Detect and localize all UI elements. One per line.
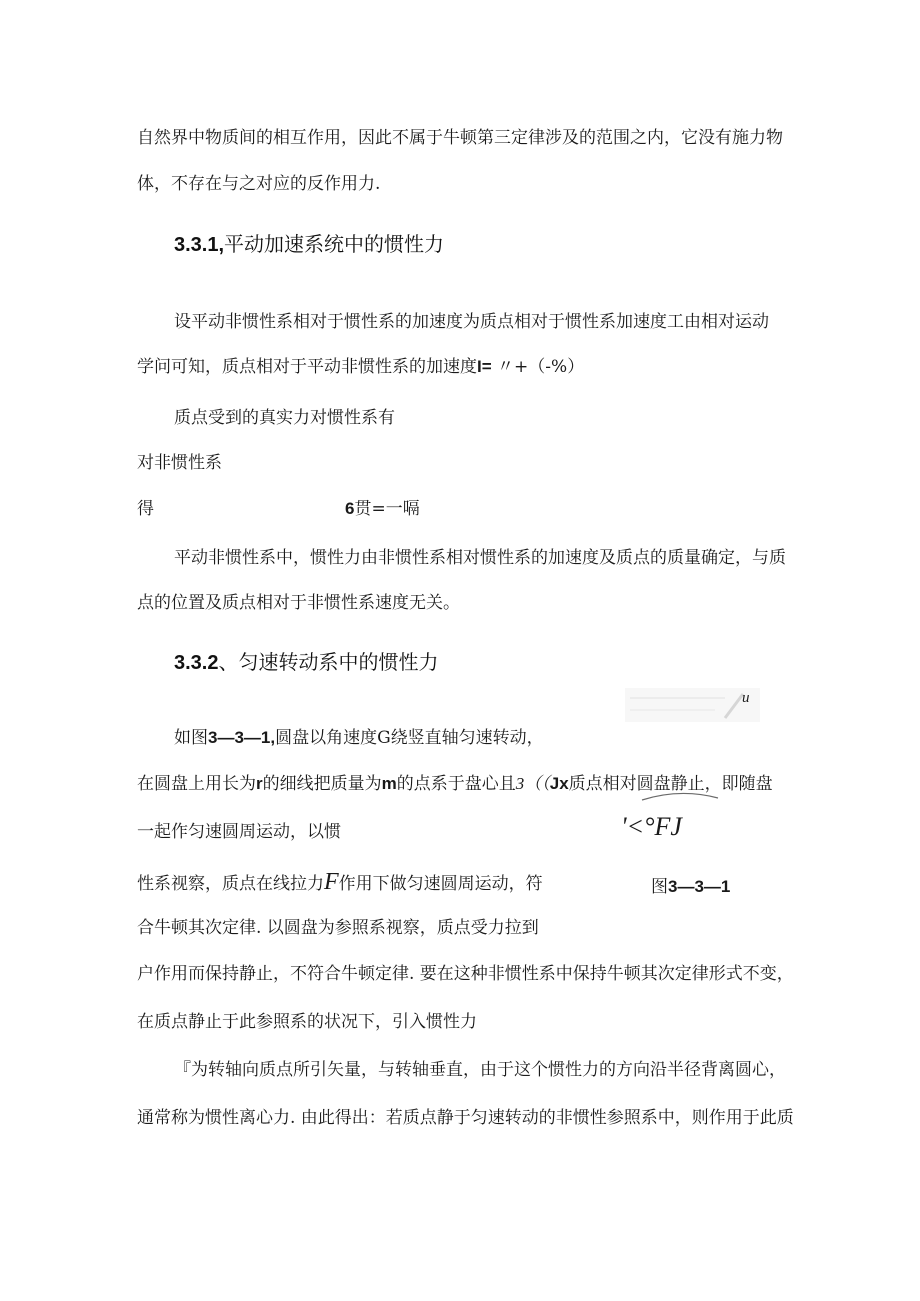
figure-curve-fragment (640, 784, 720, 804)
result-formula-rest: 贯=一嗝 (354, 499, 420, 519)
var-r: r (256, 774, 263, 793)
garbled-formula: 3（（ (515, 774, 550, 793)
para2-line2 (137, 355, 584, 379)
figure-label: '<°FJ (621, 812, 682, 841)
heading-number: 3.3.2 (174, 652, 219, 674)
para5-line1: 『为转轴向质点所引矢量，与转轴垂直，由于这个惯性力的方向沿半径背离圆心， (174, 1060, 786, 1080)
text-run: 的细线把质量为 (262, 774, 382, 794)
caption-prefix: 图 (651, 877, 668, 897)
result-label: 得 (137, 499, 154, 519)
para4-line6: 户作用而保持静止，不符合牛顿定律. 要在这种非惯性系中保持牛顿其次定律形式不变， (137, 964, 794, 984)
result-formula (345, 497, 420, 521)
para4-line3: 一起作匀速圆周运动，以惯 (137, 822, 341, 842)
text-run: 的点系于盘心且 (396, 774, 516, 794)
figure-faint-area (625, 688, 760, 722)
para1-line1: 自然界中物质间的相互作用，因此不属于牛顿第三定律涉及的范围之内，它没有施力物 (137, 128, 783, 148)
section-heading-3-3-2 (174, 648, 438, 677)
heading-title: 、匀速转动系中的惯性力 (218, 650, 439, 674)
noninertial-line: 对非惯性系 (137, 453, 222, 473)
para4-line5: 合牛顿其次定律. 以圆盘为参照系视察，质点受力拉到 (137, 918, 539, 938)
heading-title: 平动加速系统中的惯性力 (224, 232, 445, 256)
text-run: 作用下做匀速圆周运动，符 (338, 874, 543, 894)
text-run: 如图 (174, 728, 208, 748)
para2-line1: 设平动非惯性系相对于惯性系的加速度为质点相对于惯性系加速度工由相对运动 (174, 312, 769, 332)
figure-caption (651, 872, 730, 897)
para4-line7: 在质点静止于此参照系的状况下，引入惯性力 (137, 1012, 477, 1032)
var-m: m (381, 774, 397, 793)
formula-tail: 〃+（-%） (491, 357, 585, 377)
caption-number: 3—3—1 (668, 877, 731, 896)
section-heading-3-3-1 (174, 230, 444, 259)
result-formula-bold: 6 (345, 499, 355, 518)
formula-symbol: I= (477, 357, 492, 376)
para3-line2: 点的位置及质点相对于非惯性系速度无关。 (137, 593, 460, 613)
garbled-bold: Jx (549, 774, 569, 793)
text-run: 圆盘以角速度G绕竖直轴匀速转动， (275, 728, 544, 748)
para1-line2: 体，不存在与之对应的反作用力. (137, 174, 381, 194)
text-run: 质点相对圆盘静止，即随盘 (568, 774, 773, 794)
heading-number: 3.3.1, (174, 234, 225, 256)
para3-line1: 平动非惯性系中，惯性力由非惯性系相对惯性系的加速度及质点的质量确定，与质 (174, 548, 786, 568)
figure-ref: 3—3—1, (208, 728, 276, 747)
text-run: 在圆盘上用长为 (137, 774, 256, 794)
para4-line1 (174, 726, 544, 750)
true-force-line: 质点受到的真实力对惯性系有 (174, 408, 395, 428)
text-run: 性系视察，质点在线拉力 (137, 874, 324, 894)
figure-mark: и (742, 690, 750, 706)
var-F: F (324, 869, 339, 895)
para4-line4 (137, 870, 543, 896)
para5-line2: 通常称为惯性离心力. 由此得出：若质点静于匀速转动的非惯性参照系中，则作用于此质 (137, 1108, 794, 1128)
para2-line2-text: 学问可知，质点相对于平动非惯性系的加速度 (137, 357, 477, 377)
